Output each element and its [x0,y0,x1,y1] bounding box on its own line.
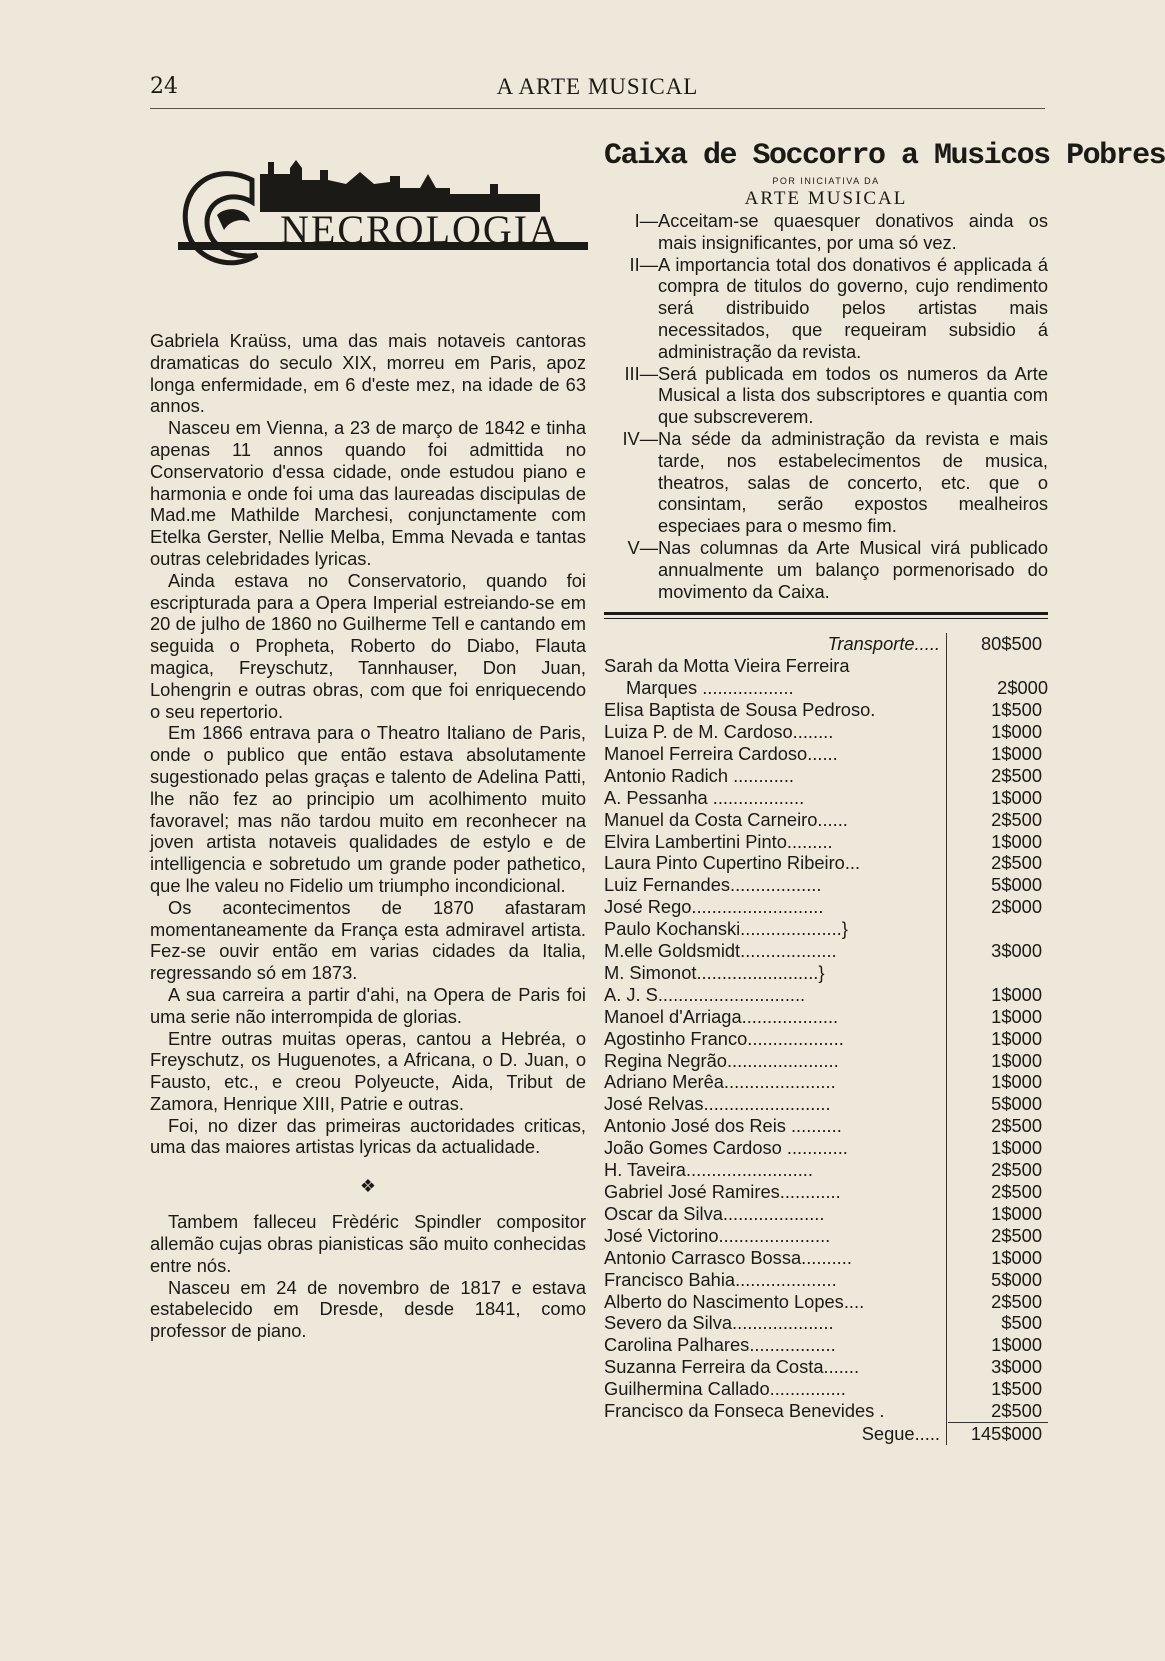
donor-name: Regina Negrão...................... [604,1049,839,1071]
donor-name: Adriano Merêa...................... [604,1071,836,1093]
donor-name: Luiz Fernandes.................. [604,874,822,896]
donor-amount: 2$000 [997,677,1048,699]
rule-number: V— [627,536,658,558]
donor-amount: 2$500 [991,1290,1042,1312]
rule-text: A importancia total dos donativos é applicada á compra de titulos do governo, cujo rendimento será distribuido pelos artistas mais necessitados, que requeiram subsidio á administração da revista. [658,253,1048,362]
donor-amount: 1$000 [991,1027,1042,1049]
donor-name: A. Pessanha .................. [604,786,805,808]
donor-row [604,1115,1048,1137]
necrologia-column [150,150,586,1342]
donor-list [604,633,1048,1445]
caixa-rules [604,210,1048,602]
donor-name: Suzanna Ferreira da Costa....... [604,1356,860,1378]
donor-name: Manoel Ferreira Cardoso...... [604,742,838,764]
donor-amount [940,918,1042,940]
donor-name: Gabriel José Ramires............ [604,1181,841,1202]
donor-amount: 1$000 [991,1246,1042,1268]
donor-amount: 1$500 [991,699,1042,721]
donor-name: H. Taveira......................... [604,1159,813,1181]
donor-row [604,1400,1048,1422]
section-separator-icon: ❖ [359,1176,377,1197]
amount-column-rule [946,633,947,1445]
donor-amount: 5$000 [991,874,1042,896]
donor-amount: 1$000 [991,1071,1042,1093]
donor-amount [940,655,1042,677]
donor-row [604,1334,1048,1356]
segue-amount: 145$000 [970,1422,1042,1444]
donor-amount: 3$000 [991,940,1042,962]
transporte-amount: 80$500 [980,633,1042,655]
donor-row [604,1225,1048,1247]
donor-name: Paulo Kochanski....................} [604,918,848,940]
donor-row [604,1269,1048,1291]
donor-row [604,962,1048,984]
necrologia-paragraph: Em 1866 entrava para o Theatro Italiano de Paris, onde o publico que então estava absolutamente sugestionado pelas graças e talento de Adelina Patti, lhe não fez ao principio um acolhimento muito favoravel; mas não tardou muito em reconhecer na joven artista notaveis qualidades de estylo e de intelligencia e sobretudo um grande poder pathetico, que lhe valeu no Fidelio um triumpho incondicional. [150,722,586,896]
section-double-rule [604,612,1048,619]
donor-name: M.elle Goldsmidt................... [604,940,837,962]
donor-row [604,1356,1048,1378]
donor-row [604,831,1048,853]
necrologia-ornament [150,150,590,290]
donor-row [604,940,1048,962]
donor-amount: 1$000 [991,1005,1042,1027]
donor-name: Francisco da Fonseca Benevides . [604,1400,885,1422]
caixa-subtitle: POR INICIATIVA DA [772,176,880,186]
caixa-rule [604,363,1048,428]
donor-name: Severo da Silva.................... [604,1312,834,1334]
donor-name: Laura Pinto Cupertino Ribeiro... [604,852,861,874]
necrologia-heading: NECROLOGIA [280,207,560,252]
donor-amount: 1$000 [991,1137,1042,1159]
donor-name: Carolina Palhares................. [604,1334,836,1356]
donor-row [604,1006,1048,1028]
necrologia-paragraph: Nasceu em Vienna, a 23 de março de 1842 e tinha apenas 11 annos quando foi admittida no Conservatorio d'essa cidade, onde estudou piano e harmonia e onde foi uma das laureadas discipulas de Mad.me Mathilde Marchesi, conjunctamente com Etelka Gerster, Nellie Melba, Emma Nevada e tantas outras celebridades lyricas. [150,417,586,569]
rule-text: Será publicada em todos os numeros da Arte Musical a lista dos subscriptores e quantia com que subscreverem. [658,362,1048,428]
donor-row [604,743,1048,765]
caixa-organization: ARTE MUSICAL [744,188,908,209]
donor-name: Antonio Carrasco Bossa.......... [604,1246,852,1268]
caixa-rule [604,210,1048,254]
donor-name: José Victorino...................... [604,1224,831,1246]
donor-name: Luiza P. de M. Cardoso........ [604,720,834,742]
caixa-column [604,138,1165,1445]
donor-rows [604,655,1048,1422]
segue-row [604,1423,1048,1445]
donor-row [604,1159,1048,1181]
necrologia-paragraph: Gabriela Kraüss, uma das mais notaveis cantoras dramaticas do seculo XIX, morreu em Paris, apoz longa enfermidade, em 6 d'este mez, na idade de 63 annos. [150,330,586,417]
donor-amount: 1$000 [991,1334,1042,1356]
necrologia-paragraph: Entre outras muitas operas, cantou a Hebréa, o Freyschutz, os Huguenotes, a Africana, o D. Juan, o Fausto, etc., e creou Polyeucte, Aida, Tribut de Zamora, Henrique XIII, Patrie e outras. [150,1027,586,1114]
donor-amount: 5$000 [991,1093,1042,1115]
donor-name: Elisa Baptista de Sousa Pedroso. [604,699,876,721]
donor-row [604,1181,1048,1203]
donor-row [604,984,1048,1006]
donor-amount: 1$000 [991,1202,1042,1224]
rule-text: Acceitam-se quaesquer donativos ainda os mais insignificantes, por uma só vez. [658,210,1048,253]
page-number: 24 [150,74,178,99]
donor-name: Guilhermina Callado............... [604,1378,846,1400]
donor-row [604,918,1048,940]
spindler-paragraph: Tambem falleceu Frèdéric Spindler compositor allemão cujas obras pianisticas são muito conhecidas entre nós. [150,1211,586,1276]
donor-amount: 2$500 [991,1224,1042,1246]
rule-number: II— [629,253,658,275]
donor-name: Oscar da Silva.................... [604,1202,825,1224]
segue-label: Segue..... [861,1422,940,1444]
caixa-rule [604,537,1048,602]
rule-number: IV— [622,427,658,449]
scroll-flourish-icon [172,160,282,280]
transporte-label: Transporte..... [827,633,940,655]
donor-row [604,655,1048,677]
donor-name: Manoel d'Arriaga................... [604,1005,839,1027]
donor-row [604,1203,1048,1225]
donor-amount: 1$000 [991,742,1042,764]
donor-amount: 2$000 [991,896,1042,918]
journal-title: A ARTE MUSICAL [496,74,699,99]
donor-amount: 2$500 [991,1115,1042,1137]
donor-amount: 2$500 [991,808,1042,830]
running-head [150,74,1045,104]
rooftops-illustration-icon [250,154,550,214]
donor-name: José Relvas......................... [604,1093,831,1115]
donor-row [604,1093,1048,1115]
donor-row [604,1137,1048,1159]
donor-amount: 1$000 [991,1049,1042,1071]
donor-amount: 3$000 [991,1356,1042,1378]
spindler-paragraph: Nasceu em 24 de novembro de 1817 e estava estabelecido em Dresde, desde 1841, como professor de piano. [150,1276,586,1342]
donor-row [604,896,1048,918]
donor-amount: 1$000 [991,830,1042,852]
donor-amount: 1$000 [991,720,1042,742]
caixa-title: Caixa de Soccorro a Musicos Pobres [604,139,1165,173]
donor-name: Sarah da Motta Vieira Ferreira [604,655,850,677]
necrologia-paragraph: Os acontecimentos de 1870 afastaram momentaneamente da França esta admiravel artista. Fez-se ouvir então em varias cidades da Italia, regressando só em 1873. [150,896,586,984]
donor-name: Manuel da Costa Carneiro...... [604,808,848,830]
donor-amount: 1$000 [991,786,1042,808]
necrologia-paragraph: A sua carreira a partir d'ahi, na Opera de Paris foi uma serie não interrompida de glorias. [150,983,586,1027]
rule-number: III— [624,362,658,384]
rule-number: I— [634,210,658,231]
donor-name: M. Simonot........................} [604,961,825,983]
donor-row [604,787,1048,809]
donor-name: Agostinho Franco................... [604,1027,844,1049]
donor-row [604,1028,1048,1050]
donor-amount [940,962,1042,984]
necrologia-paragraph: Foi, no dizer das primeiras auctoridades criticas, uma das maiores artistas lyricas da actualidade. [150,1114,586,1158]
donor-amount: 1$000 [991,983,1042,1005]
caixa-rule [604,254,1048,363]
rule-text: Nas columnas da Arte Musical virá publicado annualmente um balanço pormenorisado do movimento da Caixa. [658,536,1048,602]
donor-name: Elvira Lambertini Pinto......... [604,830,833,852]
donor-row [604,699,1048,721]
donor-amount: 2$500 [991,1181,1042,1202]
donor-name: Marques .................. [626,677,794,699]
donor-row [604,809,1048,831]
donor-amount: 1$500 [991,1378,1042,1400]
donor-row [604,852,1048,874]
donor-amount: 2$500 [991,1159,1042,1181]
donor-row [604,677,1048,699]
donor-name: Francisco Bahia.................... [604,1268,837,1290]
donor-amount: 2$500 [991,1400,1042,1422]
donor-amount: 2$500 [991,764,1042,786]
donor-row [604,765,1048,787]
donor-row [604,1071,1048,1093]
donor-row [604,1312,1048,1334]
donor-name: A. J. S............................. [604,983,806,1005]
header-rule [150,108,1045,109]
caixa-rule [604,428,1048,537]
donor-row [604,1291,1048,1313]
necrologia-paragraph: Ainda estava no Conservatorio, quando foi escripturada para a Opera Imperial estreiando-se em 20 de julho de 1860 no Guilherme Tell e cantando em seguida o Propheta, Roberto do Diabo, Flauta magica, Freyschutz, Tannhauser, Don Juan, Lohengrin e outras obras, com que foi enriquecendo o seu repertorio. [150,569,586,722]
donor-amount: 5$000 [991,1268,1042,1290]
donor-name: Alberto do Nascimento Lopes.... [604,1290,865,1312]
donor-name: José Rego.......................... [604,896,824,918]
donor-amount: 2$500 [991,852,1042,874]
donor-row [604,721,1048,743]
rule-text: Na séde da administração da revista e mais tarde, nos estabelecimentos de musica, theatros, salas de concerto, etc. que o consintam, serão expostos mealheiros especiaes para o mesmo fim. [658,427,1048,537]
donor-row [604,1378,1048,1400]
donor-name: João Gomes Cardoso ............ [604,1137,848,1159]
donor-amount: $500 [1001,1312,1042,1334]
donor-row [604,1247,1048,1269]
donor-name: Antonio José dos Reis .......... [604,1115,842,1137]
donor-row [604,1050,1048,1072]
necrologia-text [150,330,586,1342]
transporte-row [604,633,1048,655]
donor-row [604,874,1048,896]
donor-name: Antonio Radich ............ [604,764,795,786]
